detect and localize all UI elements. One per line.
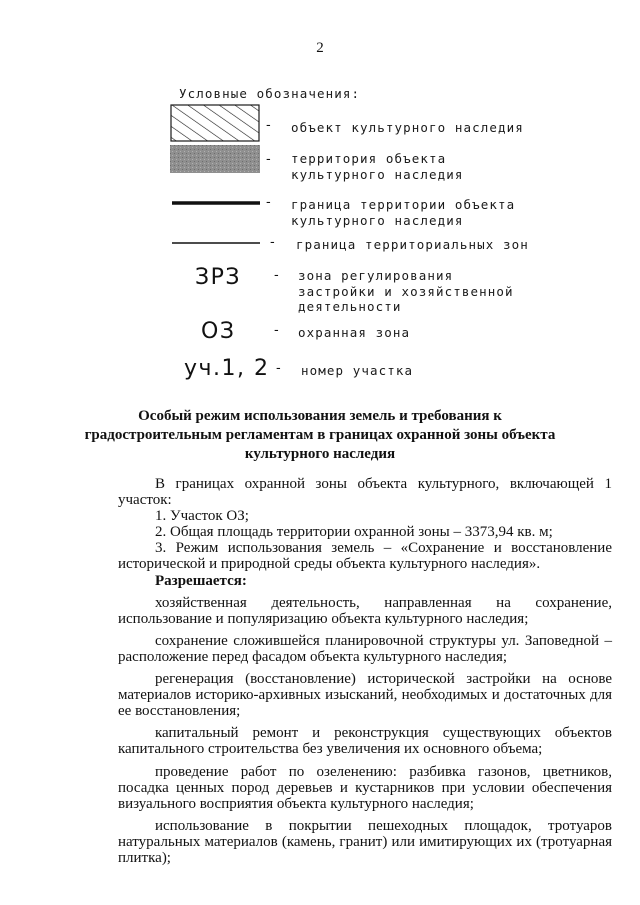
body-paragraph: проведение работ по озеленению: разбивка газонов, цветников, посадка ценных пород деревьев и кустарников при условии обеспечения визуального восприятия объекта культурного наследия; <box>118 763 612 812</box>
legend-code-oz: ОЗ <box>201 319 236 344</box>
legend-dash: - <box>266 152 271 167</box>
gray-filled-rectangle-icon <box>170 145 260 173</box>
legend-dash: - <box>276 361 281 376</box>
legend-dash: - <box>266 195 271 210</box>
legend-desc-territory: территория объекта культурного наследия <box>291 151 464 182</box>
legend-dash: - <box>270 235 275 250</box>
thick-line-icon <box>172 199 260 207</box>
allowed-heading: Разрешается: <box>155 572 247 589</box>
body-paragraph: 3. Режим использования земель – «Сохранение и восстановление исторической и природной среды объекта культурного наследия». <box>118 540 612 573</box>
body-paragraph: 1. Участок ОЗ; <box>155 508 249 525</box>
body-paragraph: капитальный ремонт и реконструкция существующих объектов капитального строительства без увеличения их основного объема; <box>118 725 612 758</box>
thin-line-icon <box>172 240 260 246</box>
body-paragraph: В границах охранной зоны объекта культурного, включающей 1 участок: <box>118 476 612 509</box>
legend-desc-regulation-zone: зона регулирования застройки и хозяйственной деятельности <box>298 268 514 314</box>
legend-desc-protection-zone: охранная зона <box>298 325 411 340</box>
hatched-rectangle-icon <box>170 104 260 142</box>
legend-code-plot-number: уч.1, 2 <box>184 356 270 381</box>
legend-dash: - <box>274 268 279 283</box>
legend-dash: - <box>266 118 271 133</box>
body-paragraph: использование в покрытии пешеходных площадок, тротуаров натуральных материалов (камень, гранит) или имитирующих их (тротуарная плитка); <box>118 817 612 866</box>
body-paragraph: регенерация (восстановление) исторической застройки на основе материалов историко-архивных изысканий, необходимых и достаточных для ее восстановления; <box>118 671 612 720</box>
body-paragraph: хозяйственная деятельность, направленная на сохранение, использование и популяризацию объекта культурного наследия; <box>118 594 612 627</box>
body-paragraph: 2. Общая площадь территории охранной зоны – 3373,94 кв. м; <box>155 524 553 541</box>
legend-desc-cultural-object: объект культурного наследия <box>291 120 524 135</box>
page-number: 2 <box>316 40 324 56</box>
body-paragraph: сохранение сложившейся планировочной структуры ул. Заповедной – расположение перед фасадом объекта культурного наследия; <box>118 632 612 665</box>
legend-code-zrz: ЗРЗ <box>195 265 241 290</box>
document-body <box>118 476 612 866</box>
legend-desc-plot-number: номер участка <box>301 363 414 378</box>
legend-desc-zone-boundary: граница территориальных зон <box>296 237 529 252</box>
section-heading: Особый режим использования земель и требования к градостроительным регламентам в границах охранной зоны объекта культурного наследия <box>84 408 556 462</box>
legend-desc-territory-boundary: граница территории объекта культурного наследия <box>291 197 516 228</box>
legend-dash: - <box>274 323 279 338</box>
legend-title: Условные обозначения: <box>179 86 361 101</box>
